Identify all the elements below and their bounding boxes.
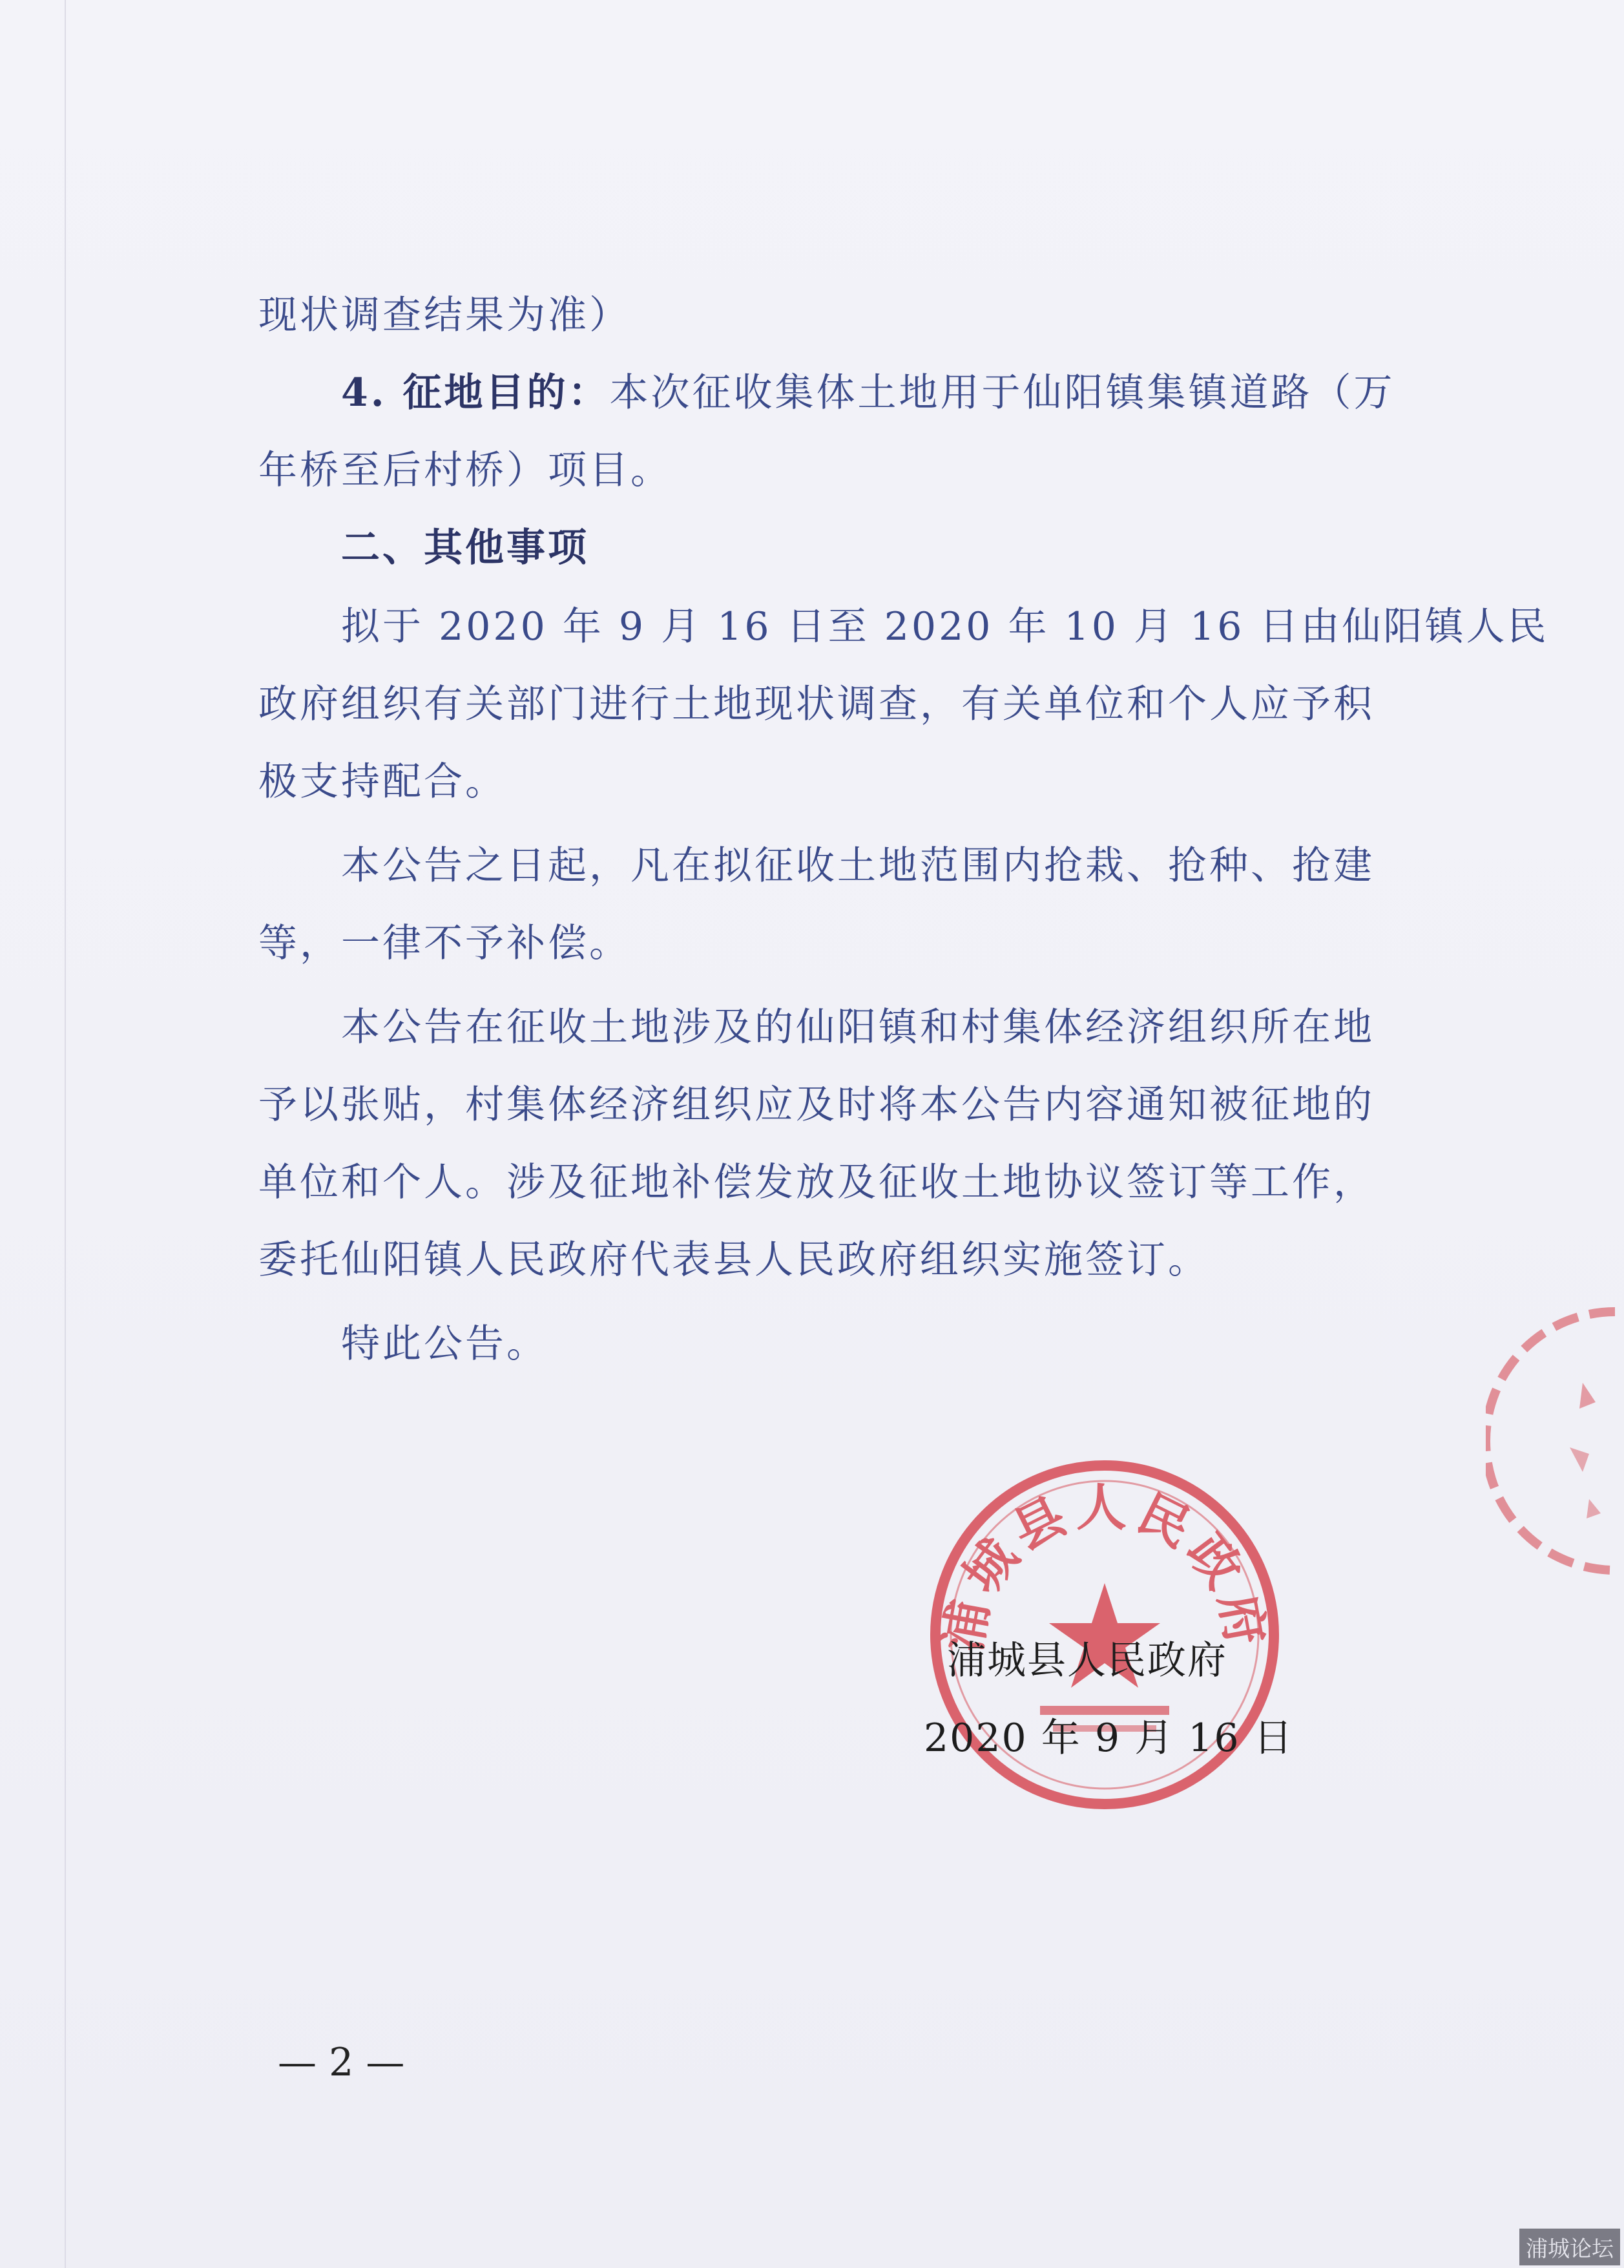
seal-text: 浦城县人民政府 xyxy=(933,1479,1276,1656)
purpose-text: 本次征收集体土地用于仙阳镇集镇道路（万 xyxy=(609,370,1395,415)
body-line: 极支持配合。 xyxy=(258,759,506,804)
body-line: 等，一律不予补偿。 xyxy=(258,921,630,966)
body-line: 现状调查结果为准） xyxy=(258,293,630,338)
body-line: 本公告之日起，凡在拟征收土地范围内抢栽、抢种、抢建 xyxy=(341,843,1375,888)
binding-margin-line xyxy=(65,0,66,2268)
body-line: 年桥至后村桥）项目。 xyxy=(258,448,672,493)
body-line: 拟于 2020 年 9 月 16 日至 2020 年 10 月 16 日由仙阳镇人民 xyxy=(341,604,1549,649)
signing-date: 2020 年 9 月 16 日 xyxy=(924,1716,1294,1761)
closing-line: 特此公告。 xyxy=(341,1321,548,1367)
body-line: 委托仙阳镇人民政府代表县人民政府组织实施签订。 xyxy=(258,1237,1209,1283)
site-watermark: 浦城论坛 xyxy=(1519,2229,1620,2265)
signing-organization: 浦城县人民政府 xyxy=(947,1638,1227,1683)
purpose-line xyxy=(341,367,1395,419)
purpose-label: 4. 征地目的： xyxy=(341,370,610,415)
body-line: 政府组织有关部门进行土地现状调查，有关单位和个人应予积 xyxy=(258,682,1375,727)
page-number: — 2 — xyxy=(278,2040,405,2085)
partial-seal-icon xyxy=(1486,1305,1615,1577)
section-heading: 二、其他事项 xyxy=(341,525,589,571)
body-line: 予以张贴，村集体经济组织应及时将本公告内容通知被征地的 xyxy=(258,1082,1375,1128)
body-line: 单位和个人。涉及征地补偿发放及征收土地协议签订等工作， xyxy=(258,1160,1375,1205)
body-line: 本公告在征收土地涉及的仙阳镇和村集体经济组织所在地 xyxy=(341,1005,1375,1050)
